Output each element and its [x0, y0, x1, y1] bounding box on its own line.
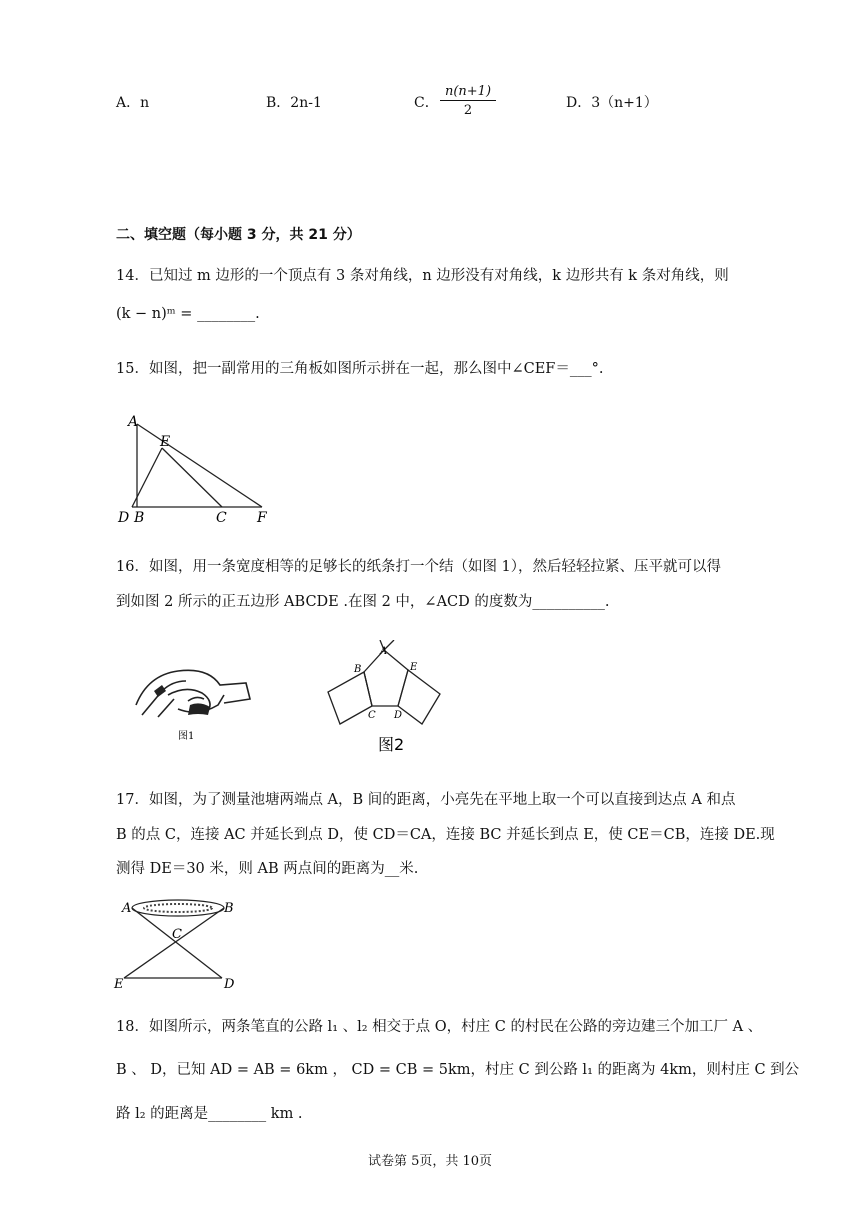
q17-label-d: D [224, 977, 235, 992]
q14-line2: (k − n)ᵐ = ________. [116, 306, 260, 322]
option-a: A．n [116, 95, 150, 111]
q16-line2: 到如图 2 所示的正五边形 ABCDE .在图 2 中，∠ACD 的度数为__________. [116, 594, 610, 610]
section-title: 二、填空题（每小题 3 分，共 21 分） [116, 227, 361, 243]
q15-label-f: F [257, 510, 267, 526]
option-c-numerator: n(n+1) [440, 84, 496, 101]
option-b: B．2n-1 [266, 95, 322, 111]
q15-label-d: D [118, 510, 130, 526]
q17-line3: 测得 DE＝30 米，则 AB 两点间的距离为__米. [116, 861, 419, 877]
q15-label-a: A [128, 414, 139, 430]
q18-line3: 路 l₂ 的距离是________ km . [116, 1106, 303, 1122]
q17-line2: B 的点 C，连接 AC 并延长到点 D，使 CD＝CA，连接 BC 并延长到点 E，使 CE＝CB，连接 DE.现 [116, 827, 775, 843]
q17-figure [110, 892, 240, 992]
option-d: D．3（n+1） [566, 95, 658, 111]
q16-line1: 16．如图，用一条宽度相等的足够长的纸条打一个结（如图 1），然后轻轻拉紧、压平就可以得 [116, 559, 722, 575]
q17-label-c: C [172, 927, 182, 942]
q16-fig2-caption: 图2 [378, 735, 405, 754]
q16-figure2 [322, 640, 452, 755]
q16-fig2-label-c: C [368, 710, 376, 721]
q16-figure1 [128, 655, 258, 745]
q16-fig2-label-d: D [394, 710, 403, 721]
q15-label-b: B [134, 510, 145, 526]
q17-label-e: E [114, 977, 124, 992]
q15-line1: 15．如图，把一副常用的三角板如图所示拼在一起，那么图中∠CEF＝___°. [116, 361, 604, 377]
q15-figure [110, 410, 280, 530]
option-c-label: C． [414, 95, 439, 111]
option-c-denominator: 2 [463, 103, 473, 118]
option-c-fraction [440, 84, 496, 118]
q17-label-a: A [122, 901, 132, 916]
q17-line1: 17．如图，为了测量池塘两端点 A，B 间的距离，小亮先在平地上取一个可以直接到达点 A 和点 [116, 792, 736, 808]
q14-line1: 14．已知过 m 边形的一个顶点有 3 条对角线，n 边形没有对角线，k 边形共有 k 条对角线，则 [116, 268, 729, 284]
q15-label-e: E [160, 434, 171, 450]
q18-line2: B 、 D，已知 AD = AB = 6km ， CD = CB = 5km，村庄 C 到公路 l₁ 的距离为 4km，则村庄 C 到公 [116, 1062, 800, 1078]
q16-fig1-caption: 图1 [178, 731, 195, 742]
q16-fig2-label-b: B [354, 664, 362, 675]
q17-label-b: B [224, 901, 234, 916]
q18-line1: 18．如图所示，两条笔直的公路 l₁ 、l₂ 相交于点 O，村庄 C 的村民在公路的旁边建三个加工厂 A 、 [116, 1019, 763, 1035]
q15-label-c: C [216, 510, 227, 526]
q16-fig2-label-e: E [410, 662, 418, 673]
page-footer: 试卷第 5页，共 10页 [367, 1154, 493, 1169]
q16-fig2-label-a: A [380, 646, 388, 657]
